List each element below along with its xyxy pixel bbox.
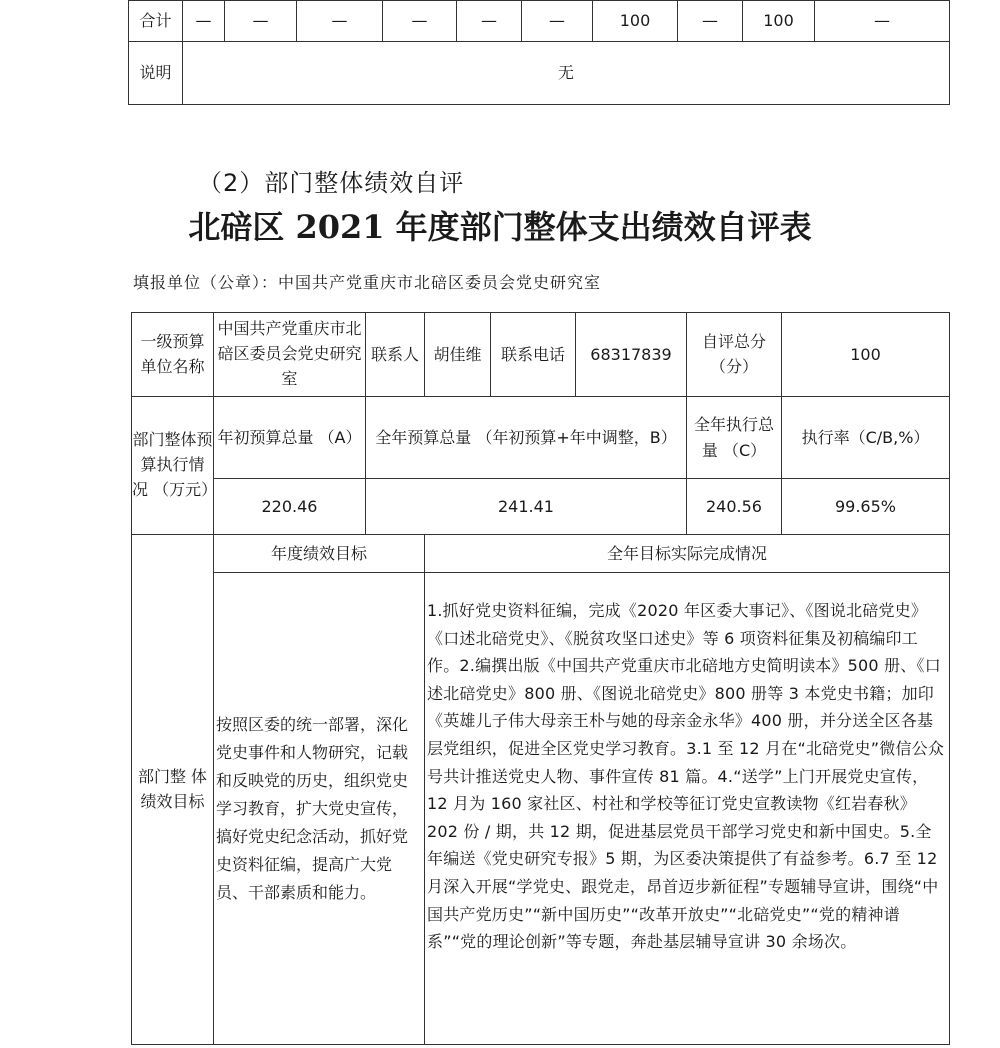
annual-goal-header: 年度绩效目标 xyxy=(214,535,425,573)
phone-label: 联系电话 xyxy=(491,313,576,397)
performance-target-label: 部门整 体 绩效目标 xyxy=(132,535,214,1045)
total-row xyxy=(129,1,950,42)
note-value: 无 xyxy=(183,42,950,105)
unit-name-value: 中国共产党重庆市北碚区委员会党史研究室 xyxy=(214,313,366,397)
execution-rate-value: 99.65% xyxy=(782,479,950,535)
note-label: 说明 xyxy=(129,42,183,105)
total-cell: — xyxy=(678,1,743,42)
reporting-unit-line: 填报单位（公章）：中国共产党重庆市北碚区委员会党史研究室 xyxy=(133,273,602,292)
total-cell: 100 xyxy=(743,1,815,42)
document-title: 北碚区 2021 年度部门整体支出绩效自评表 xyxy=(188,208,812,246)
contact-value: 胡佳维 xyxy=(425,313,491,397)
phone-value: 68317839 xyxy=(576,313,687,397)
performance-self-evaluation-table xyxy=(131,312,950,1045)
initial-budget-value: 220.46 xyxy=(214,479,366,535)
score-label: 自评总分（分） xyxy=(687,313,782,397)
actual-completion-text: 1.抓好党史资料征编，完成《2020 年区委大事记》、《图说北碚党史》《口述北碚党史》、《脱贫攻坚口述史》等 6 项资料征集及初稿编印工作。2.编撰出版《中国共产党重庆市北碚地方史简明读本》500 册、《口述北碚党史》800 册、《图说北碚党史》800 册等 3 本党史书籍；加印《英雄儿子伟大母亲王朴与她的母亲金永华》400 册，并分送全区各基层党组织，促进全区党史学习教育。3.1 至 12 月在“北碚党史”微信公众号共计推送党史人物、事件宣传 81 篇。4.“送学”上门开展党史宣传，12 月为 160 家社区、村社和学校等征订党史宣教读物《红岩春秋》202 份 / 期，共 12 期，促进基层党员干部学习党史和新中国史。5.全年编送《党史研究专报》5 期，为区委决策提供了有益参考。6.7 至 12 月深入开展“学党史、跟党走，昂首迈步新征程”专题辅导宣讲，围绕“中国共产党历史”“新中国历史”“改革开放史”“北碚党史”“党的精神谱系”“党的理论创新”等专题，奔赴基层辅导宣讲 30 余场次。 xyxy=(425,573,950,1045)
top-summary-table xyxy=(128,0,950,105)
total-cell: — xyxy=(183,1,225,42)
unit-info-row xyxy=(132,313,950,397)
budget-execution-label: 部门整体预算执行情 况 （万元） xyxy=(132,397,214,535)
goal-header-row xyxy=(132,535,950,573)
total-cell: — xyxy=(297,1,383,42)
total-cell: — xyxy=(225,1,297,42)
executed-total-value: 240.56 xyxy=(687,479,782,535)
total-cell: 100 xyxy=(593,1,678,42)
annual-budget-header: 全年预算总量 （年初预算+年中调整，B） xyxy=(366,397,687,479)
total-label: 合计 xyxy=(129,1,183,42)
contact-label: 联系人 xyxy=(366,313,425,397)
section-heading: （2）部门整体绩效自评 xyxy=(198,169,465,197)
total-cell: — xyxy=(815,1,950,42)
budget-header-row xyxy=(132,397,950,479)
score-value: 100 xyxy=(782,313,950,397)
annual-budget-value: 241.41 xyxy=(366,479,687,535)
annual-goal-text: 按照区委的统一部署，深化党史事件和人物研究，记载和反映党的历史，组织党史学习教育，扩大党史宣传，搞好党史纪念活动，抓好党史资料征编，提高广大党员、干部素质和能力。 xyxy=(214,573,425,1045)
actual-completion-header: 全年目标实际完成情况 xyxy=(425,535,950,573)
total-cell: — xyxy=(522,1,593,42)
execution-rate-header: 执行率（C/B,%） xyxy=(782,397,950,479)
unit-name-label: 一级预算 单位名称 xyxy=(132,313,214,397)
goal-content-row xyxy=(132,573,950,1045)
executed-total-header: 全年执行总量 （C） xyxy=(687,397,782,479)
budget-values-row xyxy=(132,479,950,535)
note-row xyxy=(129,42,950,105)
initial-budget-header: 年初预算总量 （A） xyxy=(214,397,366,479)
total-cell: — xyxy=(383,1,457,42)
total-cell: — xyxy=(457,1,522,42)
